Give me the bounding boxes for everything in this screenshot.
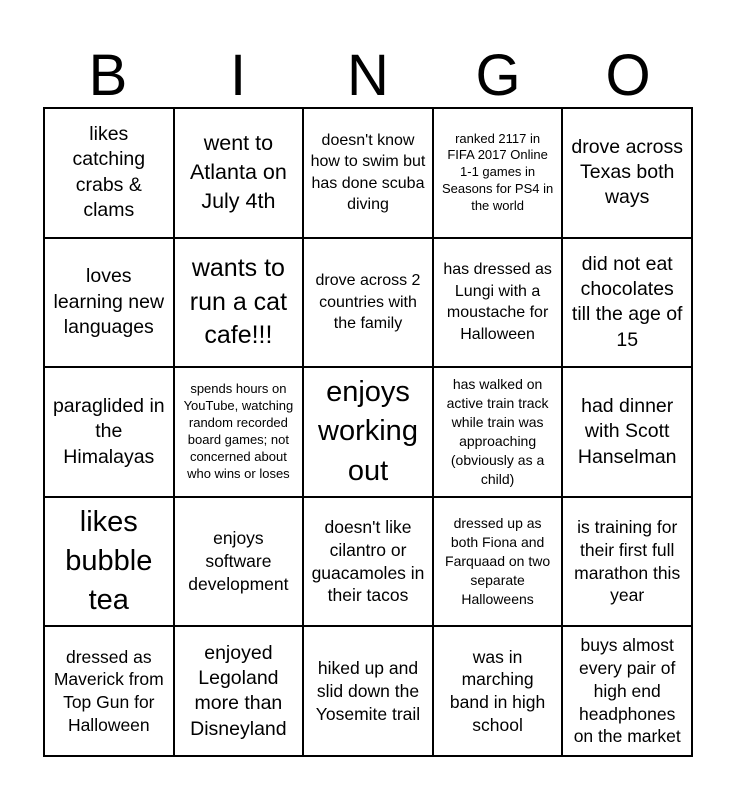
cell-text: dressed up as both Fiona and Farquaad on two separate Halloweens: [445, 515, 551, 607]
cell-text: has walked on active train track while train was approaching (obviously as a child): [446, 376, 549, 487]
cell-text: likes catching crabs & clams: [72, 123, 146, 222]
cell-text: wants to run a cat cafe!!!: [189, 253, 288, 350]
cell-text: likes bubble tea: [65, 505, 153, 617]
bingo-cell-r2c4[interactable]: [433, 238, 563, 368]
cell-text: enjoyed Legoland more than Disneyland: [190, 641, 287, 740]
cell-text: is training for their first full marathon this year: [574, 517, 681, 606]
header-letter-b: B: [88, 42, 128, 108]
bingo-cell-r1c3[interactable]: [303, 108, 433, 238]
bingo-cell-r2c3[interactable]: [303, 238, 433, 368]
bingo-cell-r5c1[interactable]: [44, 626, 174, 756]
bingo-cell-r4c3[interactable]: [303, 497, 433, 627]
cell-text: dressed as Maverick from Top Gun for Halloween: [53, 646, 164, 735]
header-letter-o: O: [605, 42, 651, 108]
cell-text: enjoys working out: [318, 376, 418, 487]
bingo-cell-r2c2[interactable]: [174, 238, 304, 368]
bingo-cell-r5c3[interactable]: [303, 626, 433, 756]
bingo-cell-r3c2[interactable]: [174, 367, 304, 497]
bingo-cell-r2c5[interactable]: [562, 238, 692, 368]
cell-text: ranked 2117 in FIFA 2017 Online 1-1 games in Seasons for PS4 in the world: [441, 130, 554, 214]
header-letter-i: I: [229, 42, 247, 108]
bingo-cell-r4c2[interactable]: [174, 497, 304, 627]
cell-text: drove across 2 countries with the family: [315, 272, 421, 333]
bingo-cell-r3c4[interactable]: [433, 367, 563, 497]
cell-text: buys almost every pair of high end headphones on the market: [573, 635, 681, 747]
bingo-cell-r2c1[interactable]: [44, 238, 174, 368]
cell-text: spends hours on YouTube, watching random recorded board games; not concerned about who wins or loses: [183, 381, 294, 481]
cell-text: enjoys software development: [188, 528, 289, 594]
bingo-cell-r3c1[interactable]: [44, 367, 174, 497]
bingo-cell-r1c2[interactable]: [174, 108, 304, 238]
bingo-cell-r4c5[interactable]: [562, 497, 692, 627]
bingo-cell-r3c3[interactable]: [303, 367, 433, 497]
cell-text: hiked up and slid down the Yosemite trail: [315, 658, 421, 724]
bingo-cell-r5c2[interactable]: [174, 626, 304, 756]
cell-text: paraglided in the Himalayas: [52, 394, 165, 468]
bingo-header: [43, 40, 693, 110]
cell-text: doesn't like cilantro or guacamoles in their tacos: [311, 517, 425, 606]
cell-text: went to Atlanta on July 4th: [189, 131, 287, 214]
bingo-cell-r5c5[interactable]: [562, 626, 692, 756]
cell-text: was in marching band in high school: [449, 646, 546, 735]
cell-text: has dressed as Lungi with a moustache for Halloween: [443, 261, 552, 343]
bingo-cell-r1c5[interactable]: [562, 108, 692, 238]
cell-text: loves learning new languages: [53, 265, 165, 339]
bingo-cell-r5c4[interactable]: [433, 626, 563, 756]
bingo-cell-r4c4[interactable]: [433, 497, 563, 627]
cell-text: doesn't know how to swim but has done scuba diving: [310, 131, 426, 214]
cell-text: drove across Texas both ways: [571, 135, 684, 209]
bingo-cell-r3c5[interactable]: [562, 367, 692, 497]
cell-text: did not eat chocolates till the age of 15: [571, 252, 683, 351]
cell-text: had dinner with Scott Hanselman: [577, 394, 677, 468]
bingo-cell-r1c4[interactable]: [433, 108, 563, 238]
bingo-cell-r4c1[interactable]: [44, 497, 174, 627]
header-letter-n: N: [347, 42, 389, 108]
bingo-cell-r1c1[interactable]: [44, 108, 174, 238]
header-letter-g: G: [475, 42, 521, 108]
bingo-card: [43, 107, 693, 757]
